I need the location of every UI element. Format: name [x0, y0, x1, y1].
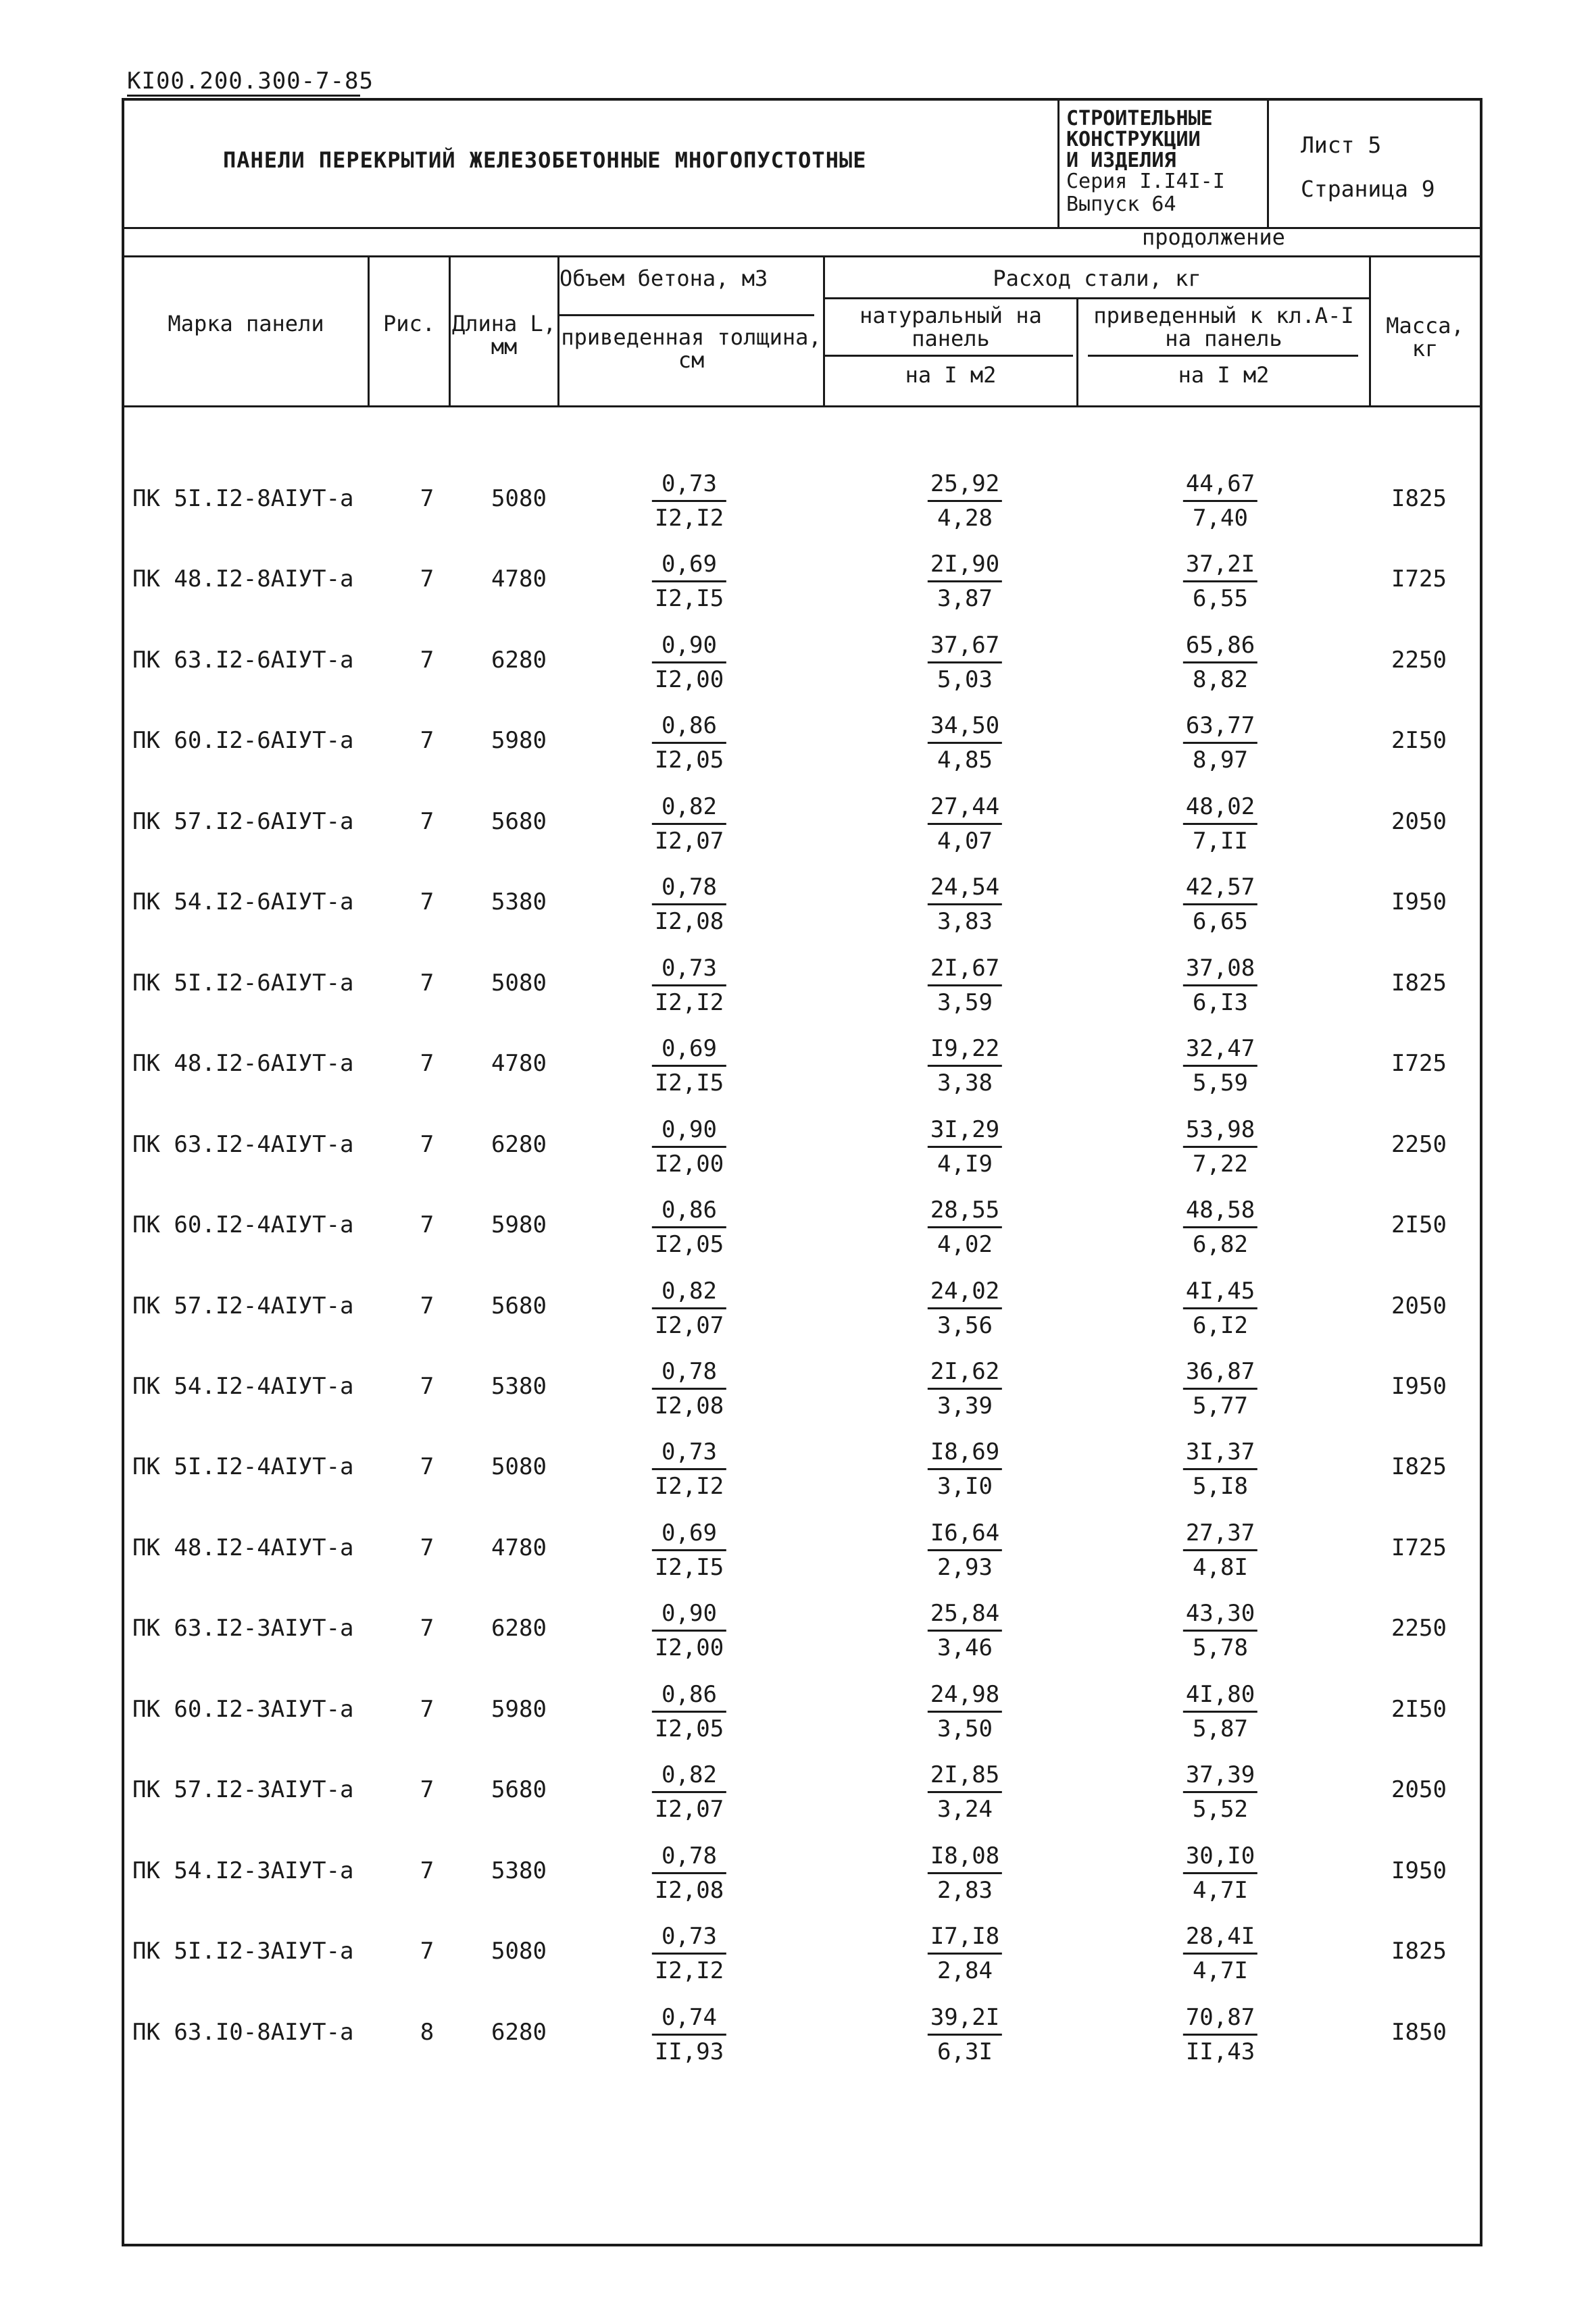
- header-natural-per-m2: на I м2: [905, 362, 997, 388]
- cell-natural-per-panel: 28,55: [928, 1197, 1002, 1228]
- cell-natural-steel: [928, 1278, 1002, 1339]
- cell-reduced-per-m2: 6,55: [1193, 585, 1248, 612]
- stamp-line-3: И ИЗДЕЛИЯ: [1066, 149, 1176, 172]
- cell-volume: 0,73: [652, 1923, 726, 1955]
- cell-volume: 0,86: [652, 1681, 726, 1713]
- cell-volume: 0,82: [652, 793, 726, 825]
- cell-natural-steel: [928, 1438, 1002, 1500]
- cell-volume-thickness: [652, 1278, 726, 1339]
- cell-natural-steel: [928, 955, 1002, 1016]
- cell-natural-per-m2: 3,39: [937, 1392, 993, 1419]
- cell-thickness: I2,08: [654, 1877, 724, 1904]
- cell-mass: 2I50: [1391, 1696, 1447, 1723]
- cell-natural-per-panel: 25,84: [928, 1600, 1002, 1632]
- cell-length: 5080: [491, 970, 547, 997]
- cell-figure: 7: [420, 1453, 434, 1480]
- cell-reduced-per-m2: 7,40: [1193, 505, 1248, 532]
- cell-natural-steel: [928, 2004, 1002, 2065]
- cell-reduced-per-panel: 4I,45: [1183, 1278, 1257, 1309]
- cell-thickness: I2,I5: [654, 1554, 724, 1581]
- stamp-line-1: СТРОИТЕЛЬНЫЕ: [1066, 107, 1213, 130]
- header-reduced-per-panel: приведенный к кл.А-I на панель: [1093, 303, 1354, 351]
- cell-natural-steel: [928, 874, 1002, 935]
- cell-reduced-steel: [1183, 1681, 1257, 1742]
- cell-volume: 0,69: [652, 1035, 726, 1067]
- cell-volume-thickness: [652, 1681, 726, 1742]
- cell-natural-steel: [928, 712, 1002, 774]
- cell-natural-steel: [928, 470, 1002, 532]
- cell-natural-per-m2: 6,3I: [937, 2038, 993, 2065]
- cell-length: 4780: [491, 565, 547, 593]
- cell-reduced-per-m2: 6,I3: [1193, 989, 1248, 1016]
- cell-thickness: I2,I2: [654, 1473, 724, 1500]
- cell-natural-per-panel: 2I,90: [928, 551, 1002, 582]
- cell-mass: I950: [1391, 1373, 1447, 1400]
- cell-length: 4780: [491, 1534, 547, 1561]
- cell-reduced-per-panel: 37,08: [1183, 955, 1257, 986]
- cell-length: 5980: [491, 727, 547, 754]
- cell-length: 5980: [491, 1211, 547, 1238]
- stamp-issue: Выпуск 64: [1066, 193, 1176, 216]
- cell-reduced-per-m2: 6,82: [1193, 1231, 1248, 1258]
- cell-length: 6280: [491, 2019, 547, 2046]
- cell-volume-thickness: [652, 1197, 726, 1258]
- cell-mark: ПК 57.I2-3АIУТ-а: [132, 1776, 354, 1803]
- cell-volume-thickness: [652, 1438, 726, 1500]
- cell-natural-steel: [928, 1923, 1002, 1984]
- cell-mass: I825: [1391, 970, 1447, 997]
- cell-reduced-per-panel: 65,86: [1183, 632, 1257, 663]
- cell-mark: ПК 48.I2-8АIУТ-а: [132, 565, 354, 593]
- page-number: Страница 9: [1301, 176, 1435, 202]
- cell-reduced-steel: [1183, 1842, 1257, 1904]
- cell-natural-per-panel: 2I,62: [928, 1358, 1002, 1390]
- cell-mass: I725: [1391, 1534, 1447, 1561]
- cell-volume-thickness: [652, 1358, 726, 1419]
- cell-natural-per-panel: 34,50: [928, 712, 1002, 744]
- cell-reduced-steel: [1183, 793, 1257, 855]
- cell-figure: 7: [420, 1776, 434, 1803]
- cell-volume-thickness: [652, 1519, 726, 1581]
- cell-reduced-steel: [1183, 470, 1257, 532]
- cell-length: 5680: [491, 1776, 547, 1803]
- cell-mass: I825: [1391, 1453, 1447, 1480]
- cell-length: 6280: [491, 1615, 547, 1642]
- cell-volume: 0,90: [652, 1116, 726, 1148]
- cell-mark: ПК 60.I2-4АIУТ-а: [132, 1211, 354, 1238]
- cell-reduced-steel: [1183, 1761, 1257, 1823]
- cell-thickness: I2,07: [654, 1312, 724, 1339]
- cell-mass: I825: [1391, 1938, 1447, 1965]
- cell-reduced-per-panel: 37,2I: [1183, 551, 1257, 582]
- cell-mass: 2050: [1391, 1776, 1447, 1803]
- cell-natural-per-m2: 3,24: [937, 1796, 993, 1823]
- sheet-number: Лист 5: [1301, 132, 1382, 158]
- cell-volume-thickness: [652, 955, 726, 1016]
- cell-volume: 0,74: [652, 2004, 726, 2036]
- stamp-line-2: КОНСТРУКЦИИ: [1066, 128, 1201, 151]
- header-sub-line-concrete: [557, 314, 814, 316]
- cell-reduced-steel: [1183, 874, 1257, 935]
- cell-figure: 7: [420, 1615, 434, 1642]
- cell-mark: ПК 57.I2-4АIУТ-а: [132, 1292, 354, 1319]
- cell-mass: I950: [1391, 888, 1447, 915]
- cell-reduced-per-m2: 5,87: [1193, 1715, 1248, 1742]
- cell-mass: 2050: [1391, 1292, 1447, 1319]
- cell-natural-per-panel: 25,92: [928, 470, 1002, 502]
- cell-length: 5380: [491, 1857, 547, 1884]
- cell-figure: 7: [420, 1050, 434, 1077]
- cell-natural-steel: [928, 1761, 1002, 1823]
- cell-figure: 7: [420, 565, 434, 593]
- cell-volume: 0,73: [652, 955, 726, 986]
- cell-volume-thickness: [652, 1923, 726, 1984]
- cell-length: 5980: [491, 1696, 547, 1723]
- cell-volume-thickness: [652, 1761, 726, 1823]
- cell-reduced-per-m2: 5,77: [1193, 1392, 1248, 1419]
- cell-volume-thickness: [652, 1842, 726, 1904]
- table-top-line: [122, 255, 1482, 257]
- cell-reduced-steel: [1183, 1438, 1257, 1500]
- cell-reduced-steel: [1183, 1035, 1257, 1097]
- cell-reduced-per-m2: 4,7I: [1193, 1877, 1248, 1904]
- cell-natural-per-panel: I8,69: [928, 1438, 1002, 1470]
- cell-length: 5680: [491, 808, 547, 835]
- cell-natural-steel: [928, 1842, 1002, 1904]
- cell-volume-thickness: [652, 1035, 726, 1097]
- cell-mass: I825: [1391, 485, 1447, 512]
- cell-natural-per-m2: 3,83: [937, 908, 993, 935]
- cell-reduced-steel: [1183, 955, 1257, 1016]
- cell-natural-per-m2: 3,87: [937, 585, 993, 612]
- cell-reduced-per-m2: 4,7I: [1193, 1957, 1248, 1984]
- cell-volume-thickness: [652, 1116, 726, 1178]
- cell-mark: ПК 63.I2-4АIУТ-а: [132, 1131, 354, 1158]
- cell-thickness: I2,00: [654, 1634, 724, 1661]
- cell-reduced-per-m2: 4,8I: [1193, 1554, 1248, 1581]
- cell-reduced-per-panel: 28,4I: [1183, 1923, 1257, 1955]
- cell-volume: 0,82: [652, 1761, 726, 1793]
- cell-thickness: I2,00: [654, 666, 724, 693]
- cell-volume: 0,86: [652, 712, 726, 744]
- cell-natural-per-panel: I9,22: [928, 1035, 1002, 1067]
- cell-thickness: II,93: [654, 2038, 724, 2065]
- cell-natural-per-panel: 24,02: [928, 1278, 1002, 1309]
- cell-volume-thickness: [652, 470, 726, 532]
- cell-mass: 2250: [1391, 1131, 1447, 1158]
- stamp-right-line: [1267, 98, 1269, 227]
- document-code: KI00.200.300-7-85: [127, 68, 374, 95]
- cell-reduced-per-m2: 7,II: [1193, 828, 1248, 855]
- cell-thickness: I2,05: [654, 747, 724, 774]
- cell-mass: 2050: [1391, 808, 1447, 835]
- cell-thickness: I2,I5: [654, 585, 724, 612]
- cell-natural-per-panel: I6,64: [928, 1519, 1002, 1551]
- cell-reduced-per-m2: 6,I2: [1193, 1312, 1248, 1339]
- cell-mark: ПК 57.I2-6АIУТ-а: [132, 808, 354, 835]
- header-reduced-thickness: приведенная толщина, см: [561, 324, 822, 373]
- cell-volume-thickness: [652, 874, 726, 935]
- cell-figure: 7: [420, 1211, 434, 1238]
- cell-natural-steel: [928, 1035, 1002, 1097]
- header-mark: Марка панели: [168, 311, 324, 336]
- cell-mass: 2I50: [1391, 727, 1447, 754]
- stamp-left-line: [1057, 98, 1059, 227]
- header-length: Длина L, мм: [451, 311, 557, 359]
- cell-reduced-steel: [1183, 2004, 1257, 2065]
- cell-figure: 7: [420, 970, 434, 997]
- cell-mass: I850: [1391, 2019, 1447, 2046]
- cell-reduced-per-panel: 27,37: [1183, 1519, 1257, 1551]
- cell-volume-thickness: [652, 793, 726, 855]
- cell-reduced-per-m2: 7,22: [1193, 1151, 1248, 1178]
- cell-mark: ПК 60.I2-3АIУТ-а: [132, 1696, 354, 1723]
- cell-figure: 7: [420, 485, 434, 512]
- cell-volume: 0,90: [652, 1600, 726, 1632]
- cell-natural-per-panel: 2I,85: [928, 1761, 1002, 1793]
- cell-thickness: I2,08: [654, 908, 724, 935]
- cell-thickness: I2,I5: [654, 1070, 724, 1097]
- cell-reduced-per-m2: 5,78: [1193, 1634, 1248, 1661]
- cell-volume: 0,78: [652, 874, 726, 905]
- cell-natural-per-panel: 24,54: [928, 874, 1002, 905]
- cell-length: 5080: [491, 1453, 547, 1480]
- cell-length: 5080: [491, 485, 547, 512]
- cell-natural-per-m2: 3,56: [937, 1312, 993, 1339]
- cell-reduced-per-m2: 5,52: [1193, 1796, 1248, 1823]
- cell-reduced-per-panel: 36,87: [1183, 1358, 1257, 1390]
- cell-natural-per-m2: 4,85: [937, 747, 993, 774]
- cell-natural-per-m2: 2,93: [937, 1554, 993, 1581]
- cell-natural-per-panel: 24,98: [928, 1681, 1002, 1713]
- cell-volume-thickness: [652, 632, 726, 693]
- cell-reduced-steel: [1183, 712, 1257, 774]
- cell-mass: 2250: [1391, 647, 1447, 674]
- cell-figure: 7: [420, 1131, 434, 1158]
- cell-volume: 0,78: [652, 1358, 726, 1390]
- header-sub-line-natural: [823, 355, 1073, 357]
- cell-reduced-steel: [1183, 1278, 1257, 1339]
- header-concrete-volume: Объем бетона, м3: [559, 266, 768, 291]
- cell-volume-thickness: [652, 551, 726, 612]
- cell-mark: ПК 63.I0-8АIУТ-а: [132, 2019, 354, 2046]
- cell-mark: ПК 48.I2-4АIУТ-а: [132, 1534, 354, 1561]
- continued-label: продолжение: [1142, 224, 1285, 250]
- cell-natural-steel: [928, 1358, 1002, 1419]
- cell-natural-per-panel: 37,67: [928, 632, 1002, 663]
- cell-volume: 0,69: [652, 1519, 726, 1551]
- cell-reduced-per-panel: 63,77: [1183, 712, 1257, 744]
- cell-natural-steel: [928, 793, 1002, 855]
- cell-reduced-steel: [1183, 1923, 1257, 1984]
- cell-natural-per-m2: 4,02: [937, 1231, 993, 1258]
- document-code-underline: [127, 95, 360, 97]
- header-sub-line-steel: [823, 297, 1369, 299]
- cell-mark: ПК 63.I2-3АIУТ-а: [132, 1615, 354, 1642]
- cell-natural-per-m2: 2,83: [937, 1877, 993, 1904]
- cell-volume: 0,73: [652, 1438, 726, 1470]
- cell-mark: ПК 5I.I2-4АIУТ-а: [132, 1453, 354, 1480]
- page-frame: [122, 98, 1482, 2246]
- cell-mass: I725: [1391, 1050, 1447, 1077]
- cell-figure: 7: [420, 1534, 434, 1561]
- cell-length: 5380: [491, 1373, 547, 1400]
- cell-natural-per-panel: 2I,67: [928, 955, 1002, 986]
- cell-natural-per-panel: 27,44: [928, 793, 1002, 825]
- cell-reduced-per-panel: 48,02: [1183, 793, 1257, 825]
- cell-mass: 2I50: [1391, 1211, 1447, 1238]
- cell-mark: ПК 54.I2-6АIУТ-а: [132, 888, 354, 915]
- cell-figure: 7: [420, 1292, 434, 1319]
- cell-natural-per-panel: 3I,29: [928, 1116, 1002, 1148]
- cell-natural-per-m2: 3,46: [937, 1634, 993, 1661]
- cell-figure: 7: [420, 1696, 434, 1723]
- cell-natural-per-panel: 39,2I: [928, 2004, 1002, 2036]
- cell-reduced-per-m2: 6,65: [1193, 908, 1248, 935]
- header-bottom-line: [122, 405, 1482, 407]
- cell-mass: I950: [1391, 1857, 1447, 1884]
- cell-figure: 7: [420, 1373, 434, 1400]
- cell-natural-per-m2: 3,59: [937, 989, 993, 1016]
- cell-thickness: I2,07: [654, 1796, 724, 1823]
- cell-reduced-per-m2: 8,97: [1193, 747, 1248, 774]
- cell-natural-per-m2: 2,84: [937, 1957, 993, 1984]
- cell-natural-steel: [928, 1600, 1002, 1661]
- cell-natural-steel: [928, 1519, 1002, 1581]
- cell-natural-per-panel: I8,08: [928, 1842, 1002, 1874]
- cell-length: 6280: [491, 1131, 547, 1158]
- cell-length: 5680: [491, 1292, 547, 1319]
- document-title: ПАНЕЛИ ПЕРЕКРЫТИЙ ЖЕЛЕЗОБЕТОННЫЕ МНОГОПУСТОТНЫЕ: [223, 147, 867, 173]
- cell-mass: 2250: [1391, 1615, 1447, 1642]
- cell-thickness: I2,05: [654, 1231, 724, 1258]
- cell-thickness: I2,07: [654, 828, 724, 855]
- cell-volume: 0,69: [652, 551, 726, 582]
- cell-length: 5080: [491, 1938, 547, 1965]
- cell-figure: 7: [420, 888, 434, 915]
- cell-reduced-per-panel: 70,87: [1183, 2004, 1257, 2036]
- cell-figure: 7: [420, 808, 434, 835]
- header-mass: Масса, кг: [1386, 313, 1464, 361]
- cell-reduced-steel: [1183, 1197, 1257, 1258]
- cell-mass: I725: [1391, 565, 1447, 593]
- cell-reduced-per-m2: 5,I8: [1193, 1473, 1248, 1500]
- cell-volume: 0,78: [652, 1842, 726, 1874]
- cell-figure: 7: [420, 1938, 434, 1965]
- cell-length: 4780: [491, 1050, 547, 1077]
- cell-thickness: I2,I2: [654, 505, 724, 532]
- cell-natural-per-m2: 4,I9: [937, 1151, 993, 1178]
- cell-mark: ПК 63.I2-6АIУТ-а: [132, 647, 354, 674]
- header-sub-line-reduced: [1088, 355, 1358, 357]
- cell-volume-thickness: [652, 2004, 726, 2065]
- cell-reduced-steel: [1183, 1600, 1257, 1661]
- cell-volume-thickness: [652, 1600, 726, 1661]
- cell-natural-per-m2: 3,38: [937, 1070, 993, 1097]
- cell-volume: 0,82: [652, 1278, 726, 1309]
- header-reduced-per-m2: на I м2: [1178, 362, 1270, 388]
- cell-thickness: I2,08: [654, 1392, 724, 1419]
- cell-reduced-steel: [1183, 1519, 1257, 1581]
- cell-mark: ПК 5I.I2-3АIУТ-а: [132, 1938, 354, 1965]
- cell-reduced-per-panel: 30,I0: [1183, 1842, 1257, 1874]
- cell-reduced-per-panel: 43,30: [1183, 1600, 1257, 1632]
- cell-volume: 0,90: [652, 632, 726, 663]
- cell-reduced-per-panel: 37,39: [1183, 1761, 1257, 1793]
- cell-natural-per-m2: 5,03: [937, 666, 993, 693]
- cell-reduced-steel: [1183, 632, 1257, 693]
- cell-thickness: I2,00: [654, 1151, 724, 1178]
- cell-natural-per-m2: 4,28: [937, 505, 993, 532]
- cell-reduced-per-m2: 8,82: [1193, 666, 1248, 693]
- cell-mark: ПК 60.I2-6АIУТ-а: [132, 727, 354, 754]
- cell-reduced-per-panel: 42,57: [1183, 874, 1257, 905]
- cell-reduced-per-panel: 4I,80: [1183, 1681, 1257, 1713]
- cell-reduced-per-panel: 3I,37: [1183, 1438, 1257, 1470]
- cell-figure: 7: [420, 1857, 434, 1884]
- cell-figure: 7: [420, 647, 434, 674]
- cell-reduced-steel: [1183, 1358, 1257, 1419]
- cell-natural-steel: [928, 551, 1002, 612]
- cell-mark: ПК 54.I2-4АIУТ-а: [132, 1373, 354, 1400]
- cell-mark: ПК 5I.I2-8АIУТ-а: [132, 485, 354, 512]
- cell-thickness: I2,05: [654, 1715, 724, 1742]
- cell-volume-thickness: [652, 712, 726, 774]
- cell-mark: ПК 54.I2-3АIУТ-а: [132, 1857, 354, 1884]
- stamp-series: Серия I.I4I-I: [1066, 170, 1225, 193]
- cell-reduced-steel: [1183, 1116, 1257, 1178]
- cell-reduced-per-panel: 44,67: [1183, 470, 1257, 502]
- cell-natural-steel: [928, 1116, 1002, 1178]
- cell-reduced-per-m2: II,43: [1185, 2038, 1255, 2065]
- cell-figure: 7: [420, 727, 434, 754]
- cell-natural-per-m2: 3,50: [937, 1715, 993, 1742]
- cell-mark: ПК 5I.I2-6АIУТ-а: [132, 970, 354, 997]
- cell-mark: ПК 48.I2-6АIУТ-а: [132, 1050, 354, 1077]
- header-natural-per-panel: натуральный на панель: [859, 303, 1042, 351]
- cell-reduced-steel: [1183, 551, 1257, 612]
- cell-length: 6280: [491, 647, 547, 674]
- cell-length: 5380: [491, 888, 547, 915]
- cell-thickness: I2,I2: [654, 989, 724, 1016]
- cell-volume: 0,73: [652, 470, 726, 502]
- cell-natural-per-m2: 3,I0: [937, 1473, 993, 1500]
- cell-natural-per-m2: 4,07: [937, 828, 993, 855]
- cell-volume: 0,86: [652, 1197, 726, 1228]
- cell-natural-per-panel: I7,I8: [928, 1923, 1002, 1955]
- cell-thickness: I2,I2: [654, 1957, 724, 1984]
- cell-reduced-per-panel: 32,47: [1183, 1035, 1257, 1067]
- cell-reduced-per-panel: 48,58: [1183, 1197, 1257, 1228]
- cell-natural-steel: [928, 1197, 1002, 1258]
- header-figure: Рис.: [382, 311, 436, 336]
- cell-reduced-per-m2: 5,59: [1193, 1070, 1248, 1097]
- cell-reduced-per-panel: 53,98: [1183, 1116, 1257, 1148]
- cell-figure: 8: [420, 2019, 434, 2046]
- header-steel-consumption: Расход стали, кг: [993, 266, 1201, 291]
- cell-natural-steel: [928, 1681, 1002, 1742]
- cell-natural-steel: [928, 632, 1002, 693]
